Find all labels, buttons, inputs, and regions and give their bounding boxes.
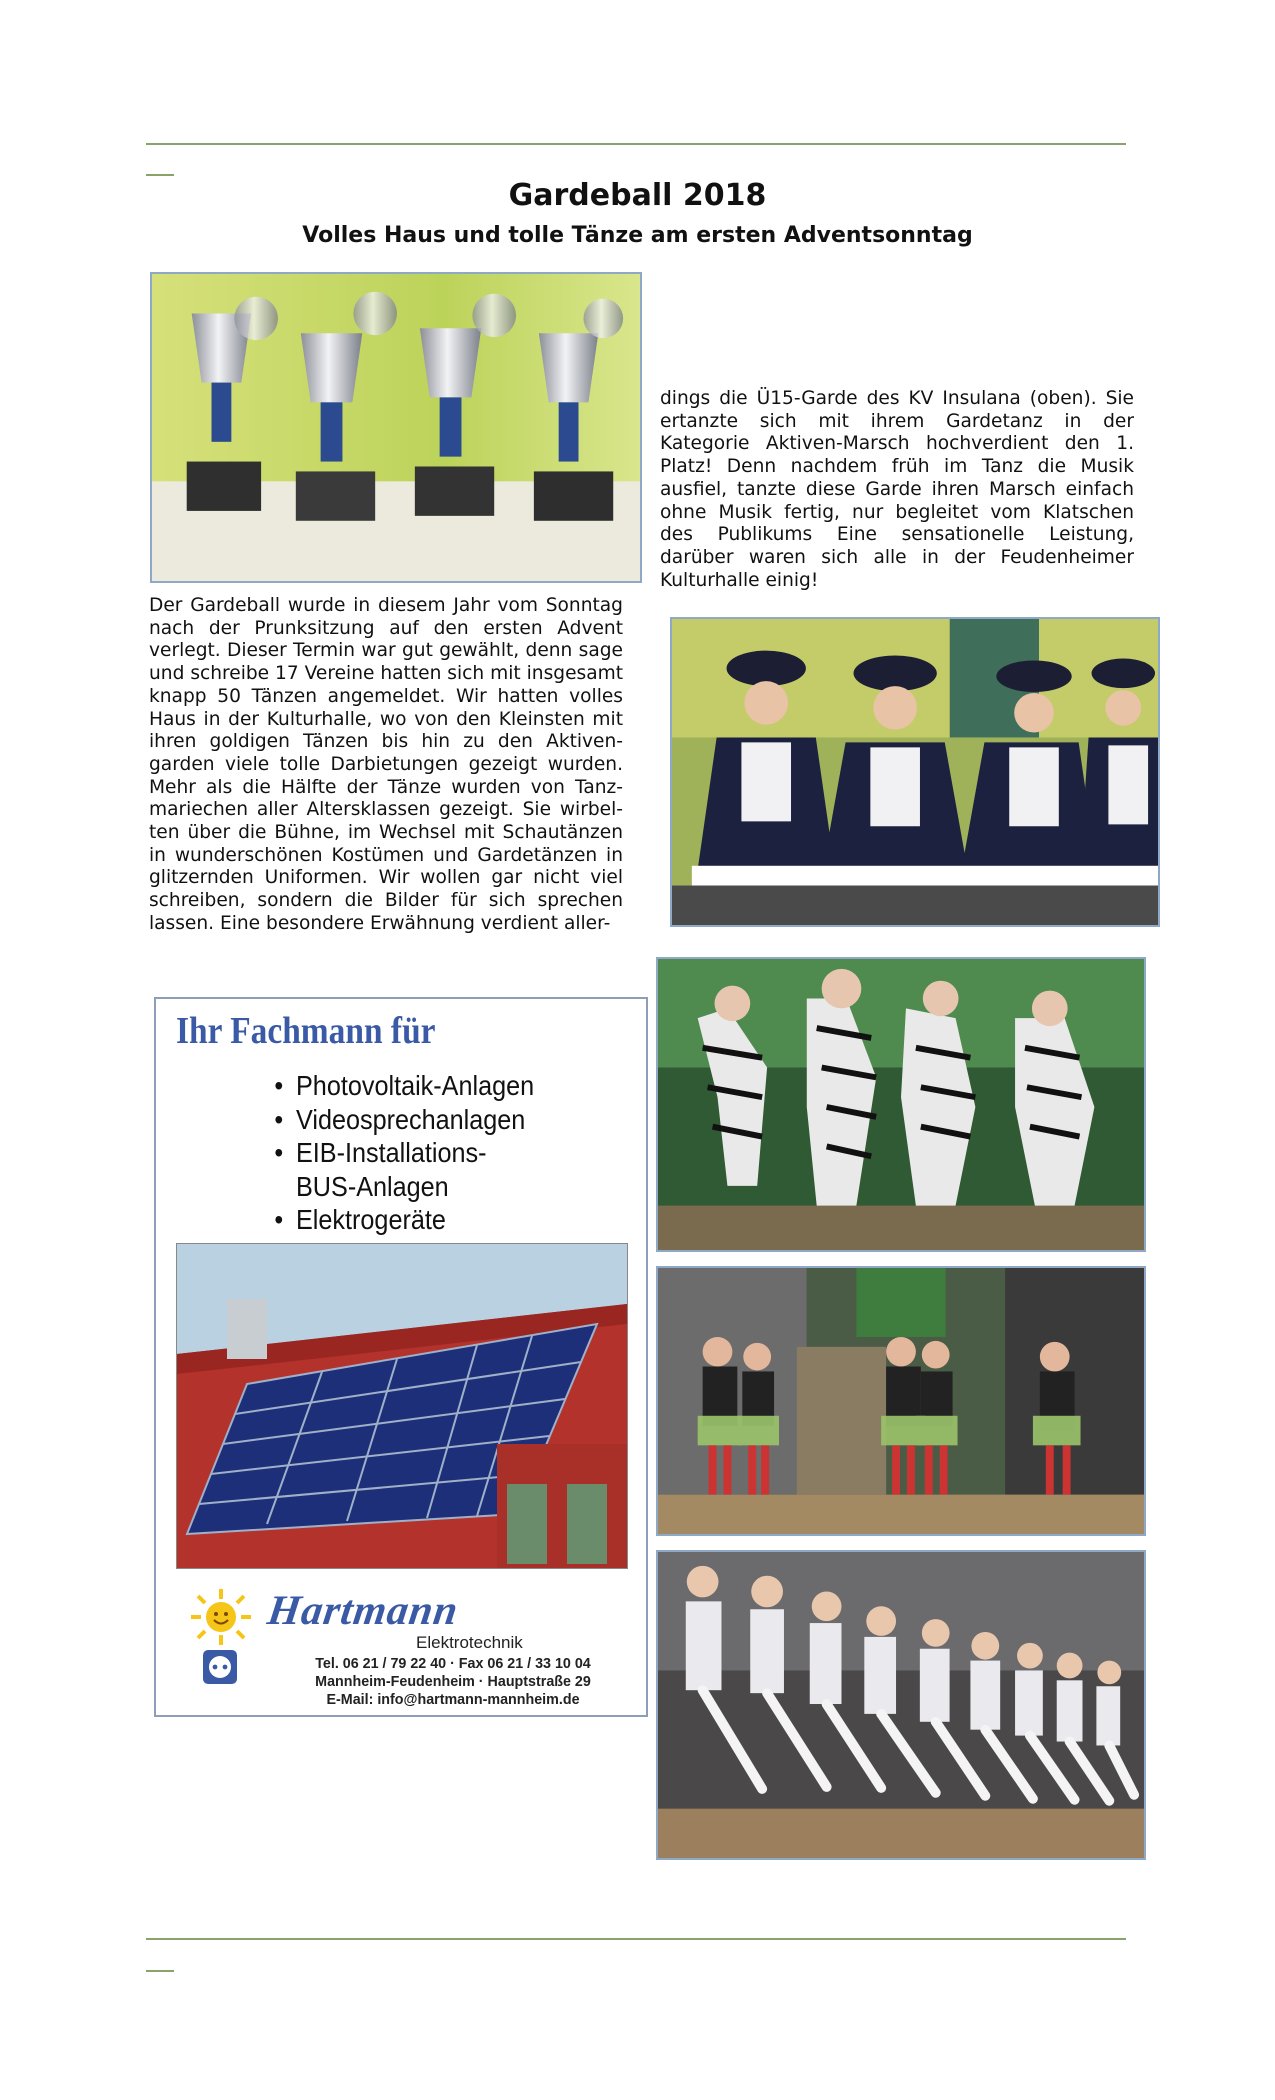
solar-roof-photo (176, 1243, 628, 1569)
garde-dancers-photo (670, 617, 1160, 927)
trophies-photo (150, 272, 642, 583)
hartmann-advertisement (154, 997, 648, 1717)
ad-service-item: • Videosprechanlagen (274, 1103, 526, 1135)
article-left-paragraph: Der Gardeball wurde in diesem Jahr vom Sonntag nach der Prunksitzung auf den ersten Advent verlegt. Dieser Termin war gut gewählt, denn sage und schreibe 17 Vereine hatten sich mit insgesamt knapp 50 Tänzen angemeldet. Wir hatten volles Haus in der Kulturhalle, wo von den Kleinsten mit ihren goldigen Tänzen bis hin zu den Aktiven-garden viele tolle Darbietungen gezeigt wurden. Mehr als die Hälfte der Tänze wurden von Tanz-mariechen aller Altersklassen gezeigt. Sie wirbel-ten über die Bühne, im Wechsel mit Schautänzen in wunderschönen Kostümen und Gardetänzen in glitzernden Uniformen. Wir wollen gar nicht viel schreiben, sondern die Bilder für sich sprechen lassen. Eine besondere Erwähnung verdient aller- (149, 595, 623, 934)
ad-headline: Ihr Fachmann für (176, 1010, 436, 1052)
ad-service-item: • EIB-Installations- (274, 1137, 487, 1168)
garde-kickline-photo (656, 1550, 1146, 1860)
power-socket-icon (202, 1649, 238, 1685)
article-right-paragraph: dings die Ü15-Garde des KV Insulana (oben). Sie ertanzte sich mit ihrem Gardetanz in der Kategorie Aktiven-Marsch hochverdient den 1. Platz! Denn nachdem früh im Tanz die Musik ausfiel, tanzte diese Garde ihren Marsch einfach ohne Musik fertig, nur begleitet vom Klatschen des Publikums Eine sensationelle Leistung, darüber waren sich alle in der Feudenheimer Kulturhalle einig! (660, 388, 1134, 591)
top-rule-stub (146, 174, 174, 176)
ad-company-name: Hartmann (264, 1588, 462, 1634)
ad-company-subtitle: Elektrotechnik (416, 1633, 523, 1652)
ad-contact-block (268, 1655, 638, 1709)
ad-contact-email: E-Mail: info@hartmann-mannheim.de (326, 1692, 580, 1708)
ad-service-item: BUS-Anlagen (296, 1170, 449, 1202)
ad-service-item: • Photovoltaik-Anlagen (274, 1070, 535, 1101)
bottom-rule-stub (146, 1970, 174, 1972)
top-rule (146, 143, 1126, 145)
zebra-dance-photo (656, 957, 1146, 1252)
ad-contact-address: Mannheim-Feudenheim · Hauptstraße 29 (315, 1674, 591, 1690)
page-subtitle: Volles Haus und tolle Tänze am ersten Adventsonntag (302, 223, 973, 248)
ad-contact-phone: Tel. 06 21 / 79 22 40 · Fax 06 21 / 33 10 04 (315, 1656, 591, 1672)
bottom-rule (146, 1938, 1126, 1940)
ad-service-list (274, 1069, 561, 1237)
sun-logo-icon (186, 1587, 256, 1647)
ad-service-item: • Elektrogeräte (274, 1204, 446, 1235)
costume-dance-photo (656, 1266, 1146, 1536)
page-title: Gardeball 2018 (508, 178, 767, 213)
